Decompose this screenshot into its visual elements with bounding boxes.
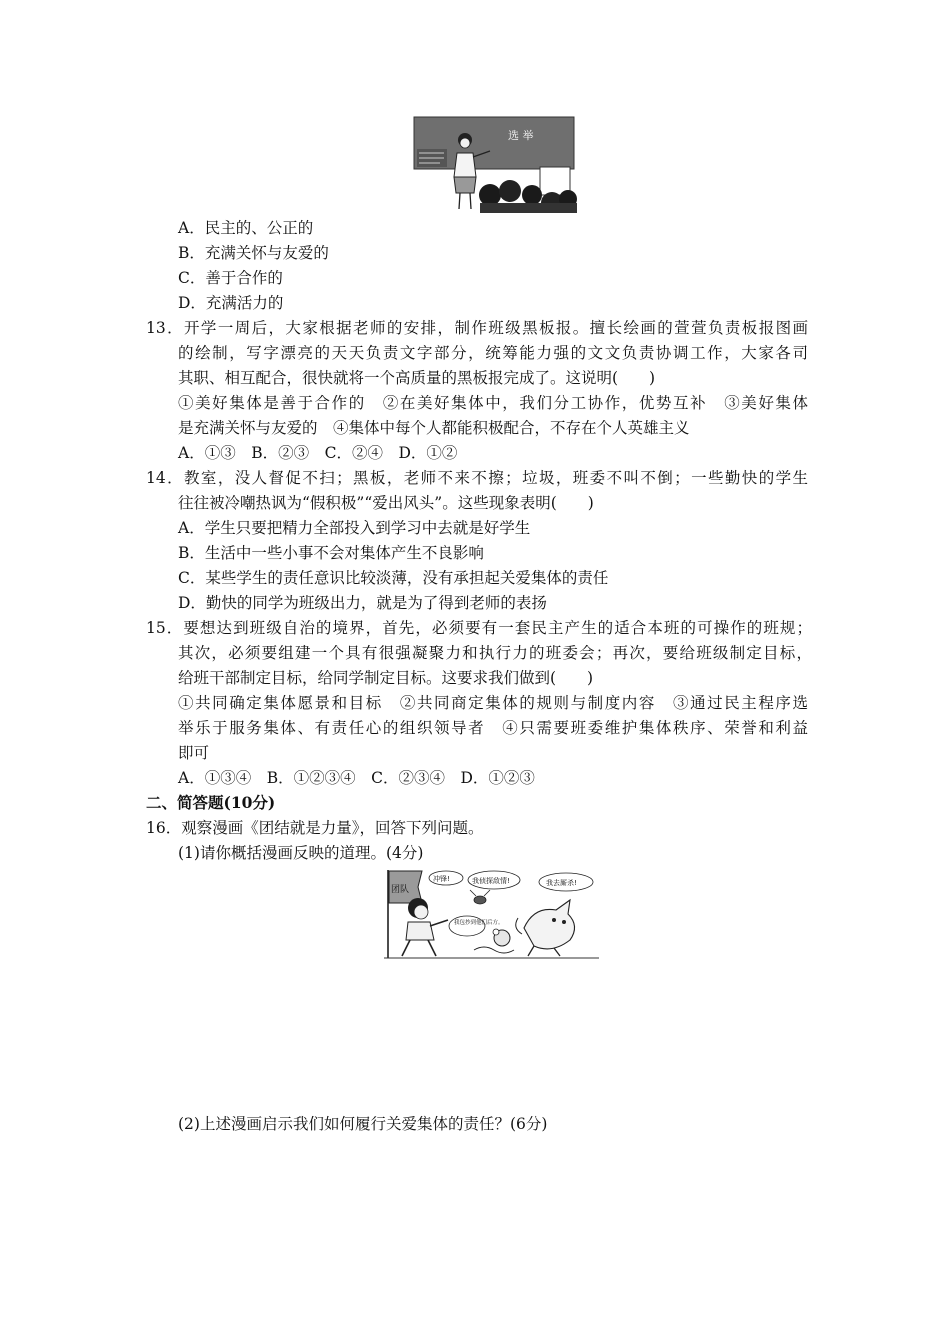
bubble-4: 我包抄到他们后方。 bbox=[454, 920, 504, 926]
q16-sub1: (1)请你概括漫画反映的道理。(4分) bbox=[178, 844, 424, 862]
q14-option-a: A．学生只要把精力全部投入到学习中去就是好学生 bbox=[178, 519, 531, 537]
bubble-1: 冲锋! bbox=[433, 875, 450, 883]
q12-option-b: B．充满关怀与友爱的 bbox=[178, 244, 329, 262]
section-title: 二、简答题(10分) bbox=[146, 793, 276, 812]
q15-line-6: 即可 bbox=[178, 744, 210, 762]
q15-line-4: ①共同确定集体愿景和目标 ②共同商定集体的规则与制度内容 ③通过民主程序选 bbox=[178, 694, 808, 712]
q15-line-5: 举乐于服务集体、有责任心的组织领导者 ④只需要班委维护集体秩序、荣誉和利益 bbox=[178, 719, 808, 737]
q14-option-d: D．勤快的同学为班级出力，就是为了得到老师的表扬 bbox=[178, 594, 547, 612]
q15-line-1: 15．要想达到班级自治的境界，首先，必须要有一套民主产生的适合本班的可操作的班规； bbox=[146, 619, 812, 637]
q13-line-1: 13．开学一周后，大家根据老师的安排，制作班级黑板报。擅长绘画的萱萱负责板报图画 bbox=[146, 319, 808, 337]
board-title: 选 举 bbox=[508, 129, 534, 142]
q15-line-3: 给班干部制定目标，给同学制定目标。这要求我们做到( ) bbox=[178, 669, 594, 687]
election-illustration bbox=[410, 115, 577, 213]
unity-cartoon bbox=[384, 868, 599, 960]
q12-option-a: A．民主的、公正的 bbox=[178, 219, 314, 237]
bubble-2: 我侦探敌情! bbox=[472, 877, 510, 885]
q14-option-c: C．某些学生的责任意识比较淡薄，没有承担起关爱集体的责任 bbox=[178, 569, 609, 587]
bubble-3: 我去厮杀! bbox=[546, 879, 577, 887]
q12-option-d: D．充满活力的 bbox=[178, 294, 284, 312]
q13-options: A．①③ B．②③ C．②④ D．①② bbox=[178, 444, 458, 462]
q14-option-b: B．生活中一些小事不会对集体产生不良影响 bbox=[178, 544, 484, 562]
q14-line-2: 往往被冷嘲热讽为“假积极”“爱出风头”。这些现象表明( ) bbox=[178, 494, 594, 512]
q12-option-c: C．善于合作的 bbox=[178, 269, 283, 287]
election-illustration-svg bbox=[410, 115, 577, 213]
flag-text: 团队 bbox=[391, 885, 410, 895]
q13-line-5: 是充满关怀与友爱的 ④集体中每个人都能积极配合，不存在个人英雄主义 bbox=[178, 419, 690, 437]
unity-cartoon-svg bbox=[384, 868, 599, 960]
q14-line-1: 14．教室，没人督促不扫；黑板，老师不来不擦；垃圾，班委不叫不倒；一些勤快的学生 bbox=[146, 469, 808, 487]
q13-line-3: 其职、相互配合，很快就将一个高质量的黑板报完成了。这说明( ) bbox=[178, 369, 656, 387]
q15-line-2: 其次，必须要组建一个具有很强凝聚力和执行力的班委会；再次，要给班级制定目标， bbox=[178, 644, 812, 662]
q15-options: A．①③④ B．①②③④ C．②③④ D．①②③ bbox=[178, 769, 535, 787]
q13-line-2: 的绘制，写字漂亮的天天负责文字部分，统筹能力强的文文负责协调工作，大家各司 bbox=[178, 344, 808, 362]
q16-stem: 16．观察漫画《团结就是力量》，回答下列问题。 bbox=[146, 819, 484, 837]
q16-sub2: (2)上述漫画启示我们如何履行关爱集体的责任？(6分) bbox=[178, 1115, 548, 1133]
q13-line-4: ①美好集体是善于合作的 ②在美好集体中，我们分工协作，优势互补 ③美好集体 bbox=[178, 394, 808, 412]
